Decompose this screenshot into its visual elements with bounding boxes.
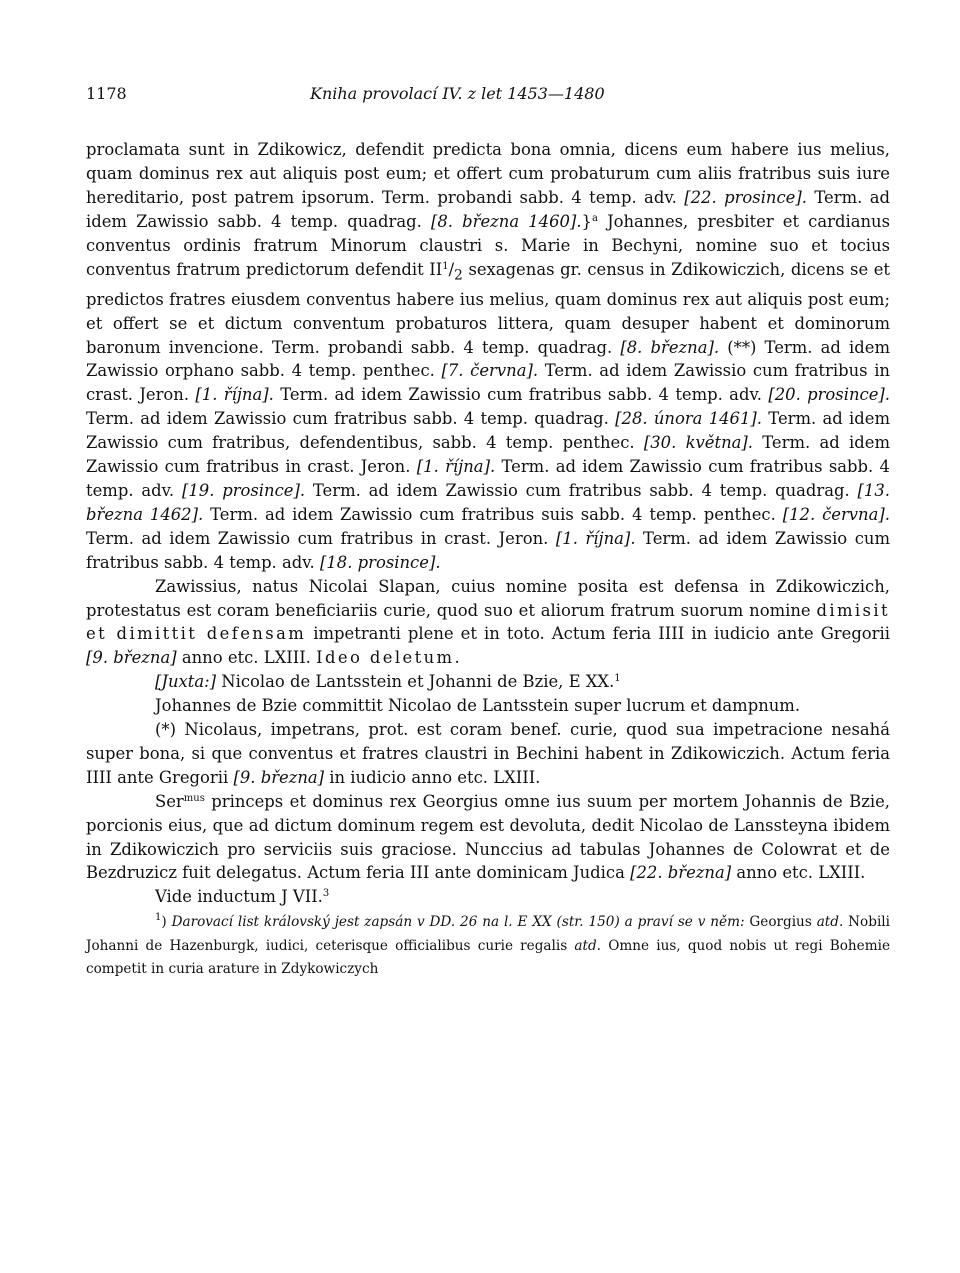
date-bracket: [7. června]. (441, 361, 539, 381)
date-bracket: [22. prosince]. (684, 187, 807, 207)
footnote-ref: 1 (614, 673, 621, 685)
date-bracket: [1. října]. (195, 385, 274, 405)
spaced-text: dimisit et dimittit defensam (86, 600, 890, 644)
date-bracket: [1. října]. (416, 457, 496, 477)
date-bracket: [1. října]. (555, 528, 636, 548)
running-title: Kniha provolací IV. z let 1453—1480 (310, 84, 605, 103)
juxta-label: [Juxta:] (155, 672, 217, 692)
date-bracket: [20. prosince]. (768, 385, 890, 405)
body-text (86, 138, 890, 909)
date-bracket: [22. března] (630, 863, 732, 883)
date-bracket: [28. února 1461]. (615, 409, 763, 429)
paragraph-zawissius: Zawissius, natus Nicolai Slapan, cuius nomine posita est defensa in Zdikowiczich, protestatus est coram beneficiariis curie, quod suo et aliorum fratrum suorum nomine dimisit et dimittit defensam impetranti plene et in toto. Actum feria IIII in iudicio ante Gregorii [9. března] anno etc. LXIII. Ideo deletum. (86, 576, 890, 668)
paragraph-rex-georgius: Ser$^{mus}$ princeps et dominus rex Georgius omne ius suum per mortem Johannis de Bzie, porcionis eius, que ad dictum dominum regem est devoluta, dedit Nicolao de Lanssteyna ibidem in Zdikowiczich pro serviciis suis graciose. Nunccius ad tabulas Johannes de Colowrat et de Bezdruzicz fuit delegatus. Actum feria III ante dominicam Judica [22. března] anno etc. LXIII. (86, 791, 890, 883)
date-bracket: [8. března]. (620, 337, 720, 357)
date-bracket: [8. března 1460]. (430, 211, 582, 231)
date-bracket: [19. prosince]. (181, 480, 306, 500)
page-number: 1178 (86, 84, 127, 103)
document-page (86, 84, 890, 982)
date-bracket: [13. března 1462]. (86, 480, 890, 524)
note-marker: a (591, 212, 598, 224)
date-bracket: [9. března] (233, 767, 325, 787)
date-bracket: [18. prosince]. (319, 552, 441, 572)
paragraph-juxta: [Juxta:] Nicolao de Lantsstein et Johanni de Bzie, E XX.$^1$ (155, 672, 621, 692)
footnotes (86, 911, 890, 981)
spaced-text: Ideo deletum. (316, 648, 463, 668)
page-header (86, 84, 890, 116)
paragraph-proclamation: proclamata sunt in Zdikowicz, defendit predicta bona omnia, dicens eum habere ius melius, quam dominus rex aut aliquis post eum; et offert cum probaturum cum aliis fratribus suis iure hereditario, post patrem ipsorum. Term. probandi sabb. 4 temp. adv. [22. prosince]. Term. ad idem Zawissio sabb. 4 temp. quadrag. [8. března 1460].}$^a$ Johannes, presbiter et cardianus conventus ordinis fratrum Minorum claustri s. Marie in Bechyni, nomine suo et tocius conventus fratrum predictorum defendit $II^1/_2$ sexagenas gr. census in Zdikowiczich, dicens se et predictos fratres eiusdem conventus habere ius melius, quam dominus rex aut aliquis post eum; et offert se et dictum conventum probaturos littera, quam desuper habent et dominorum baronum invencione. Term. probandi sabb. 4 temp. quadrag. [8. března]. (**) Term. ad idem Zawissio orphano sabb. 4 temp. penthec. [7. června]. Term. ad idem Zawissio cum fratribus in crast. Jeron. [1. října]. Term. ad idem Zawissio cum fratribus sabb. 4 temp. adv. [20. prosince]. Term. ad idem Zawissio cum fratribus sabb. 4 temp. quadrag. [28. února 1461]. Term. ad idem Zawissio cum fratribus, defendentibus, sabb. 4 temp. penthec. [30. května]. Term. ad idem Zawissio cum fratribus in crast. Jeron. [1. října]. Term. ad idem Zawissio cum fratribus sabb. 4 temp. adv. [19. prosince]. Term. ad idem Zawissio cum fratribus sabb. 4 temp. quadrag. [13. března 1462]. Term. ad idem Zawissio cum fratribus suis sabb. 4 temp. penthec. [12. června]. Term. ad idem Zawissio cum fratribus in crast. Jeron. [1. října]. Term. ad idem Zawissio cum fratribus sabb. 4 temp. adv. [18. prosince]. (86, 140, 890, 572)
date-bracket: [30. května]. (643, 433, 753, 453)
footnote-ref: 3 (322, 888, 330, 900)
footnote-marker: 1 (155, 912, 162, 924)
date-bracket: [12. června]. (782, 504, 890, 524)
paragraph-committit: Johannes de Bzie committit Nicolao de Lantsstein super lucrum et dampnum. (155, 696, 801, 716)
paragraph-nicolaus: (*) Nicolaus, impetrans, prot. est coram benef. curie, quod sua impetracione nesahá super bona, si que conventus et fratres claustri in Bechini habent in Zdikowiczich. Actum feria IIII ante Gregorii [9. března] in iudicio anno etc. LXIII. (86, 720, 890, 787)
footnote-1: $^1$) Darovací list královský jest zapsán v DD. 26 na l. E XX (str. 150) a praví se v něm: Georgius atd. Nobili Johanni de Hazenburgk, iudici, ceterisque officialibus curie regalis atd. Omne ius, quod nobis ut regi Bohemie competit in curia arature in Zdykowiczych (86, 912, 890, 978)
paragraph-vide: Vide inductum J VII.$^3$ (155, 887, 330, 907)
date-bracket: [9. března] (86, 648, 177, 668)
